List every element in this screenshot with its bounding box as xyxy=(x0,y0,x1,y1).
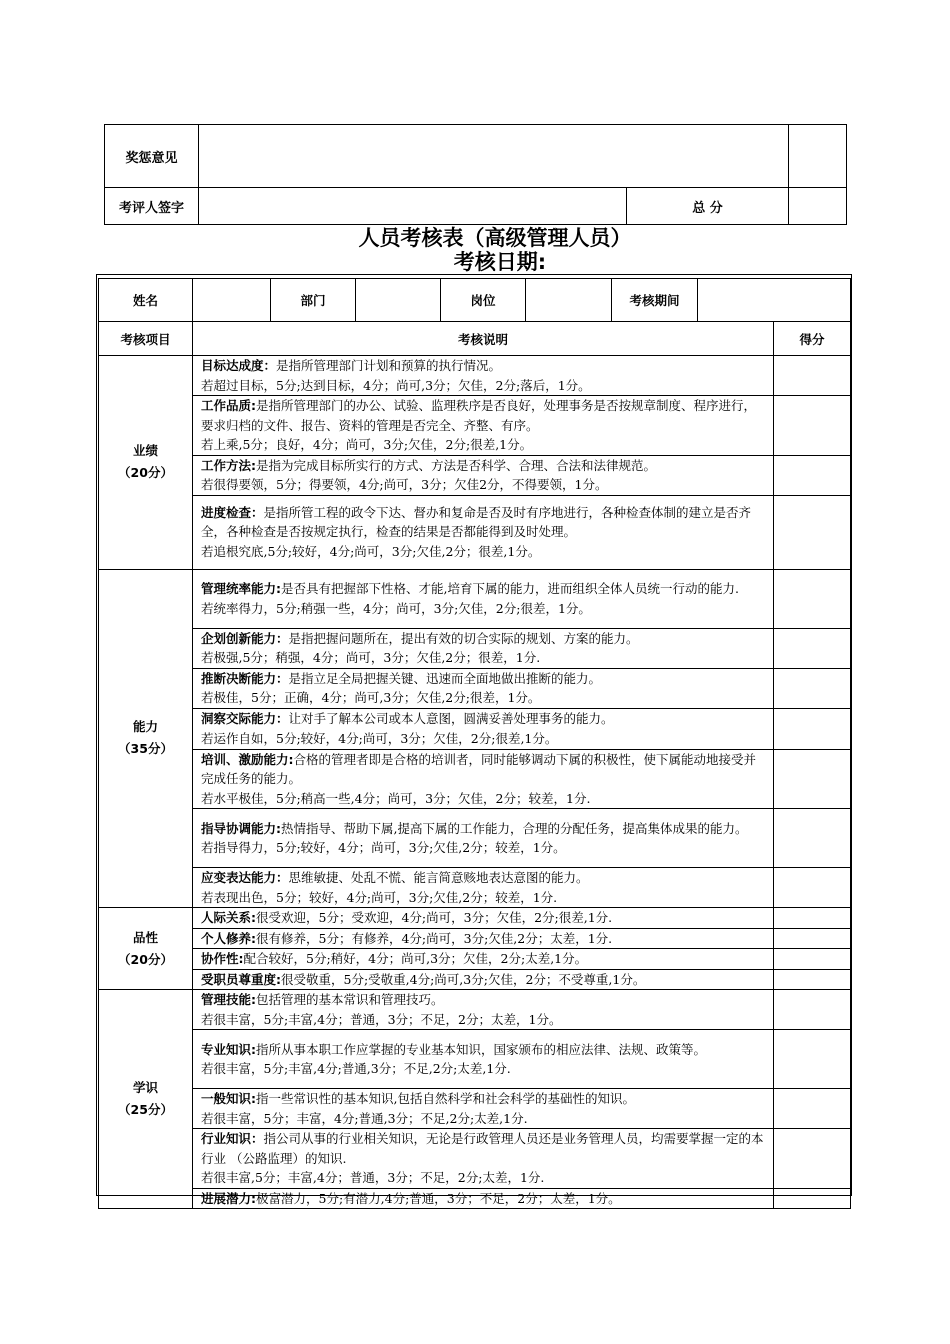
form-title: 人员考核表（高级管理人员） xyxy=(358,226,632,250)
criterion-title: 进展潜力: xyxy=(201,1190,256,1206)
department-label: 部门 xyxy=(271,279,356,322)
category-performance xyxy=(99,356,193,570)
criterion-row xyxy=(193,356,774,396)
criterion-title: 推断决断能力： xyxy=(201,670,289,686)
criterion-scale: 若很得要领，5分；得要领，4分;尚可，3分；欠佳2分，不得要领，1分。 xyxy=(201,477,608,492)
total-score-field[interactable] xyxy=(789,188,847,225)
score-field[interactable] xyxy=(774,1089,851,1129)
criterion-desc: 是指立足全局把握关键、迅速而全面地做出推断的能力。 xyxy=(288,670,602,686)
criterion-scale: 若很丰富,5分；丰富,4分；普通，3分；不足，2分;太差，1分. xyxy=(201,1170,545,1185)
criterion-title: 指导协调能力: xyxy=(201,820,281,836)
criterion-title: 工作方法: xyxy=(201,457,256,473)
criterion-title: 洞察交际能力： xyxy=(201,711,289,726)
criterion-desc: 指公司从事的行业相关知识，无论是行政管理人员还是业务管理人员，均需要掌握一定的本行业 （公路监理）的知识. xyxy=(201,1131,764,1166)
category-knowledge xyxy=(99,990,193,1209)
criterion-scale: 若水平极佳，5分;稍高一些,4分；尚可，3分；欠佳，2分；较差，1分. xyxy=(201,790,591,806)
criterion-title: 目标达成度： xyxy=(201,358,277,373)
name-label: 姓名 xyxy=(99,279,193,322)
reward-opinion-extra-cell xyxy=(789,125,847,188)
assessment-table xyxy=(98,278,851,1209)
criterion-scale: 若超过目标，5分;达到目标，4分；尚可,3分；欠佳，2分;落后，1分。 xyxy=(201,377,591,393)
category-name: 学识 xyxy=(132,1080,158,1095)
criterion-desc: 很受敬重，5分;受敬重,4分;尚可,3分;欠佳，2分；不受尊重,1分。 xyxy=(281,971,646,987)
criterion-title: 应变表达能力： xyxy=(201,870,289,885)
criterion-row xyxy=(193,809,774,868)
total-score-label: 总 分 xyxy=(627,188,789,225)
category-points: （20分） xyxy=(118,465,173,481)
criterion-desc: 让对手了解本公司或本人意图，圆满妥善处理事务的能力。 xyxy=(288,711,614,726)
criterion-row xyxy=(193,1129,774,1189)
reviewer-signature-label: 考评人签字 xyxy=(105,188,199,225)
header-score: 得分 xyxy=(774,322,851,356)
criterion-title: 培训、激励能力: xyxy=(201,751,294,767)
score-field[interactable] xyxy=(774,969,851,990)
criterion-desc: 指一些常识性的基本知识,包括自然科学和社会科学的基础性的知识。 xyxy=(256,1091,635,1106)
criterion-scale: 若很丰富，5分;丰富,4分;普通,3分；不足,2分;太差,1分. xyxy=(201,1061,511,1076)
criterion-row xyxy=(193,1030,774,1089)
score-field[interactable] xyxy=(774,1030,851,1089)
criterion-desc: 很受欢迎，5分；受欢迎，4分;尚可，3分；欠佳，2分;很差,1分. xyxy=(256,910,613,925)
criterion-row xyxy=(193,1089,774,1129)
criterion-title: 个人修养: xyxy=(201,930,256,946)
category-points: （25分） xyxy=(118,1102,173,1117)
criterion-row xyxy=(193,628,774,668)
criterion-scale: 若追根究底,5分;较好，4分;尚可，3分;欠佳,2分；很差,1分。 xyxy=(201,543,541,559)
position-field[interactable] xyxy=(526,279,612,322)
criterion-title: 管理统率能力: xyxy=(201,581,281,596)
score-field[interactable] xyxy=(774,868,851,908)
category-name: 品性 xyxy=(132,929,158,945)
score-field[interactable] xyxy=(774,1129,851,1189)
reviewer-signature-field[interactable] xyxy=(199,188,627,225)
criterion-desc: 热情指导、帮助下属,提高下属的工作能力，合理的分配任务，提高集体成果的能力。 xyxy=(281,820,748,836)
criterion-desc: 是指为完成目标所实行的方式、方法是否科学、合理、合法和法律规范。 xyxy=(256,457,657,473)
criterion-desc: 是否具有把握部下性格、才能,培育下属的能力，进而组织全体人员统一行动的能力. xyxy=(281,581,739,596)
criterion-row xyxy=(193,969,774,990)
criterion-desc: 指所从事本职工作应掌握的专业基本知识，国家颁布的相应法律、法规、政策等。 xyxy=(256,1041,707,1057)
score-field[interactable] xyxy=(774,990,851,1030)
criterion-desc: 包括管理的基本常识和管理技巧。 xyxy=(256,992,444,1007)
criterion-desc: 很有修养，5分；有修养，4分;尚可，3分;欠佳,2分；太差，1分. xyxy=(256,930,613,946)
criterion-title: 企划创新能力： xyxy=(201,630,289,646)
criterion-title: 一般知识: xyxy=(201,1091,256,1106)
criterion-row xyxy=(193,990,774,1030)
criterion-row xyxy=(193,949,774,970)
score-field[interactable] xyxy=(774,495,851,569)
criterion-row xyxy=(193,455,774,495)
score-field[interactable] xyxy=(774,569,851,628)
period-label: 考核期间 xyxy=(612,279,698,322)
name-field[interactable] xyxy=(193,279,271,322)
criterion-row xyxy=(193,569,774,628)
criterion-desc: 合格的管理者即是合格的培训者，同时能够调动下属的积极性，使下属能动地接受并完成任务的能力。 xyxy=(201,751,757,786)
score-field[interactable] xyxy=(774,809,851,868)
reward-opinion-label: 奖惩意见 xyxy=(105,125,199,188)
category-points: （20分） xyxy=(118,951,173,967)
criterion-desc: 配合较好，5分;稍好，4分；尚可,3分；欠佳，2分;太差,1分。 xyxy=(243,951,588,966)
criterion-desc: 极富潜力，5分;有潜力,4分;普通，3分；不足，2分；太差，1分。 xyxy=(256,1190,621,1206)
criterion-row xyxy=(193,928,774,949)
category-character xyxy=(99,908,193,990)
criterion-desc: 是指所管理部门计划和预算的执行情况。 xyxy=(276,358,502,373)
category-name: 能力 xyxy=(132,719,158,735)
category-points: （35分） xyxy=(118,741,173,757)
criterion-title: 工作品质: xyxy=(201,398,256,413)
criterion-title: 行业知识： xyxy=(201,1131,264,1146)
criterion-scale: 若统率得力，5分;稍强一些，4分；尚可，3分;欠佳，2分;很差，1分。 xyxy=(201,600,591,616)
criterion-scale: 若表现出色，5分；较好，4分;尚可，3分;欠佳,2分；较差，1分. xyxy=(201,889,558,905)
criterion-row xyxy=(193,396,774,456)
score-field[interactable] xyxy=(774,908,851,929)
criterion-row xyxy=(193,749,774,809)
score-field[interactable] xyxy=(774,356,851,396)
header-description: 考核说明 xyxy=(193,322,774,356)
criterion-title: 管理技能: xyxy=(201,992,256,1007)
criterion-row xyxy=(193,1188,774,1209)
department-field[interactable] xyxy=(356,279,441,322)
criterion-scale: 若很丰富，5分；丰富，4分;普通,3分；不足,2分;太差,1分. xyxy=(201,1110,528,1126)
criterion-title: 协作性: xyxy=(201,951,244,966)
criterion-title: 进度检查： xyxy=(201,504,264,520)
period-field[interactable] xyxy=(698,279,851,322)
criterion-row xyxy=(193,708,774,749)
criterion-title: 专业知识: xyxy=(201,1041,256,1057)
criterion-scale: 若很丰富，5分;丰富,4分；普通，3分；不足，2分；太差，1分。 xyxy=(201,1011,562,1027)
criterion-row xyxy=(193,668,774,708)
score-field[interactable] xyxy=(774,708,851,749)
criterion-desc: 是指把握问题所在，提出有效的切合实际的规划、方案的能力。 xyxy=(288,630,639,646)
criterion-desc: 是指所管工程的政令下达、督办和复命是否及时有序地进行，各种检查体制的建立是否齐全，各种检查是否按规定执行，检查的结果是否都能得到及时处理。 xyxy=(201,504,752,540)
position-label: 岗位 xyxy=(441,279,526,322)
criterion-row xyxy=(193,908,774,929)
category-ability xyxy=(99,569,193,908)
category-name: 业绩 xyxy=(132,443,158,459)
score-field[interactable] xyxy=(774,949,851,970)
header-item: 考核项目 xyxy=(99,322,193,356)
criterion-row xyxy=(193,495,774,569)
criterion-scale: 若运作自如，5分;较好，4分;尚可，3分；欠佳，2分;很差,1分。 xyxy=(201,730,558,746)
score-field[interactable] xyxy=(774,668,851,708)
score-field[interactable] xyxy=(774,396,851,456)
score-field[interactable] xyxy=(774,749,851,809)
criterion-title: 受职员尊重度: xyxy=(201,971,281,987)
score-field[interactable] xyxy=(774,455,851,495)
score-field[interactable] xyxy=(774,628,851,668)
assessment-date-label: 考核日期: xyxy=(453,250,547,274)
criterion-row xyxy=(193,868,774,908)
criterion-scale: 若极佳，5分；正确，4分；尚可,3分；欠佳,2分;很差，1分。 xyxy=(201,690,541,705)
criterion-scale: 若上乘,5分；良好，4分；尚可，3分;欠佳，2分;很差,1分。 xyxy=(201,437,533,452)
reward-opinion-field[interactable] xyxy=(199,125,789,188)
reward-signature-table xyxy=(104,124,847,225)
criterion-scale: 若指导得力，5分;较好，4分；尚可，3分;欠佳,2分；较差，1分。 xyxy=(201,840,566,855)
score-field[interactable] xyxy=(774,1188,851,1209)
criterion-scale: 若极强,5分；稍强，4分；尚可，3分；欠佳,2分；很差，1分. xyxy=(201,650,541,665)
criterion-desc: 是指所管理部门的办公、试验、监理秩序是否良好，处理事务是否按规章制度、程序进行，要求归档的文件、报告、资料的管理是否完全、齐整、有序。 xyxy=(201,398,757,433)
criterion-title: 人际关系: xyxy=(201,910,256,925)
score-field[interactable] xyxy=(774,928,851,949)
criterion-desc: 思维敏捷、处乱不慌、能言简意赅地表达意图的能力。 xyxy=(288,870,589,885)
